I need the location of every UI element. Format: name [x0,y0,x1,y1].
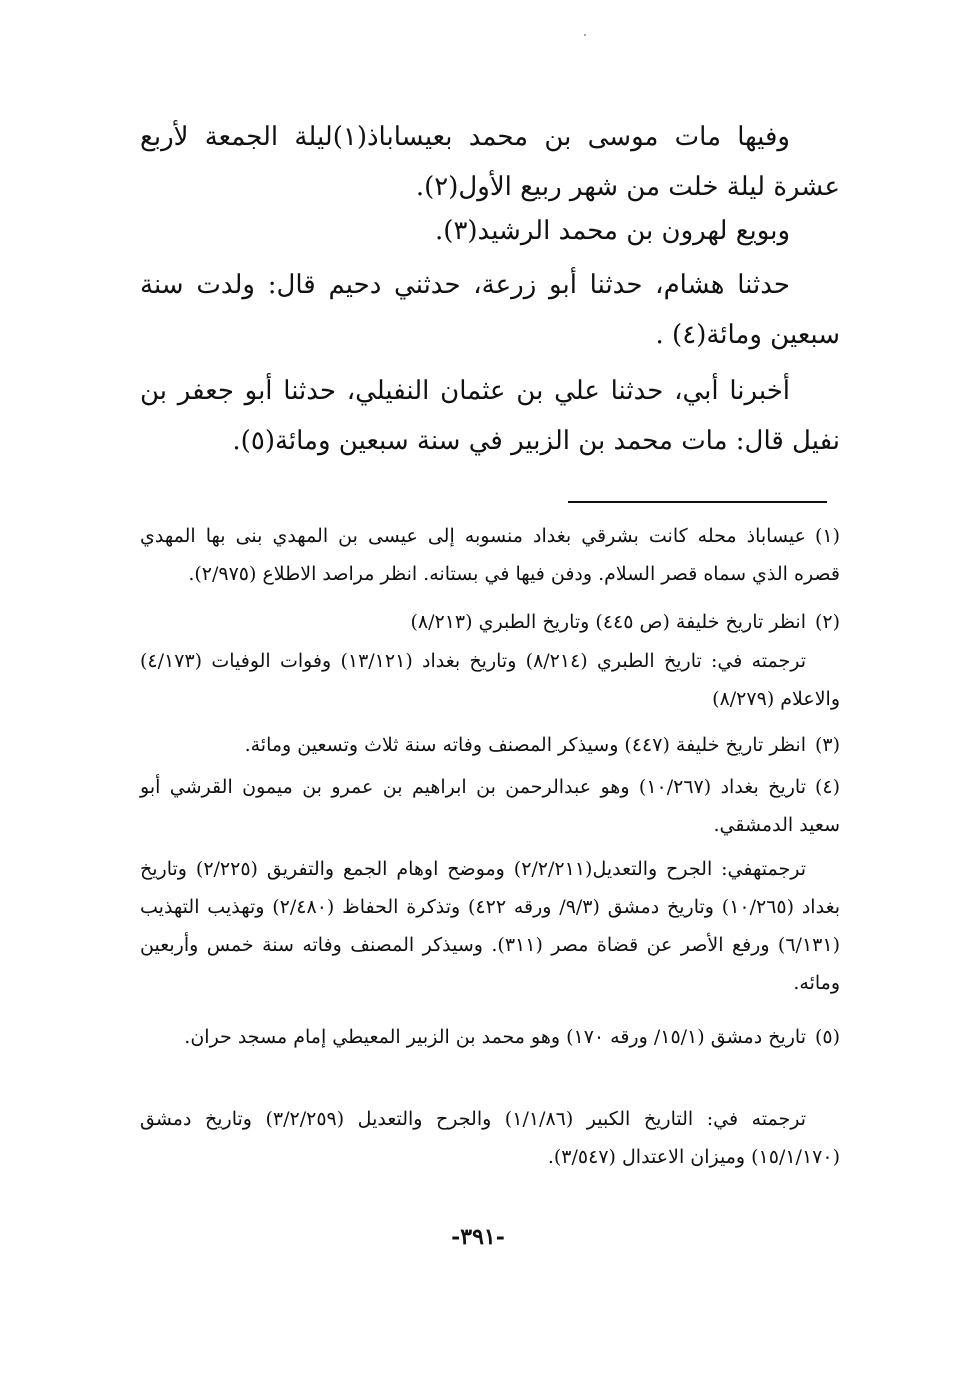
footnote-5-text: تاريخ دمشق (١٥/١/ ورقه ١٧٠) وهو محمد بن الزبير المعيطي إمام مسجد حران. [184,1026,806,1048]
footnote-1-number: (١) [814,525,840,547]
footnote-separator [568,501,827,503]
footnote-2-biography: ترجمته في: تاريخ الطبري (٨/٢١٤) وتاريخ بغداد (١٣/١٢١) وفوات الوفيات (٤/١٧٣) والاعلام (٨/٢٧٩) [140,650,840,710]
footnote-3-text: انظر تاريخ خليفة (٤٤٧) وسيذكر المصنف وفاته سنة ثلاث وتسعين ومائة. [244,734,806,756]
footnote-4-number: (٤) [814,776,840,798]
footnote-2-number: (٢) [814,611,840,633]
footnote-5-number: (٥) [814,1026,840,1048]
main-paragraph-3: حدثنا هشام، حدثنا أبو زرعة، حدثني دحيم قال: ولدت سنة سبعين ومائة(٤) . [140,270,840,350]
scan-speck [584,34,586,36]
footnote-3-number: (٣) [814,734,840,756]
footnote-4-text: تاريخ بغداد (١٠/٢٦٧) وهو عبدالرحمن بن ابراهيم بن عمرو بن ميمون القرشي أبو سعيد الدمشقي. [140,776,840,836]
footnote-4-biography: ترجمتهفي: الجرح والتعديل(٢/٢/٢١١) وموضح اوهام الجمع والتفريق (٢/٢٢٥) وتاريخ بغداد (١٠/٢٦٥) وتاريخ دمشق (٩/٣/ ورقه ٤٢٢) وتذكرة الحفاظ (٢/٤٨٠) وتهذيب التهذيب (٦/١٣١) ورفع الأصر عن قضاة مصر (٣١١). وسيذكر المصنف وفاته سنة خمس وأربعين ومائه. [140,858,841,994]
footnote-1-text: عيساباذ محله كانت بشرقي بغداد منسوبه إلى عيسى بن المهدي بنى بها المهدي قصره الذي سماه قصر السلام. ودفن فيها في بستانه. انظر مراصد الاطلاع (٢/٩٧٥). [140,525,840,585]
main-paragraph-4: أخبرنا أبي، حدثنا علي بن عثمان النفيلي، حدثنا أبو جعفر بن نفيل قال: مات محمد بن الزبير في سنة سبعين ومائة(٥). [140,376,840,456]
footnote-4 [140,768,840,844]
main-paragraph-1: وفيها مات موسى بن محمد بعيساباذ(١)ليلة الجمعة لأربع عشرة ليلة خلت من شهر ربيع الأول(٢). [140,122,840,202]
footnote-5-biography: ترجمته في: التاريخ الكبير (١/١/٨٦) والجرح والتعديل (٣/٢/٢٥٩) وتاريخ دمشق (١٥/١/١٧٠) وميزان الاعتدال (٣/٥٤٧). [140,1108,840,1168]
footnote-1 [140,517,840,593]
footnote-5 [140,1018,840,1056]
footnote-2 [140,603,840,641]
page-number: -٣٩١- [451,1224,505,1250]
footnote-3 [140,726,840,764]
main-paragraph-2: وبويع لهرون بن محمد الرشيد(٣). [435,216,790,246]
footnote-2-text: انظر تاريخ خليفة (ص ٤٤٥) وتاريخ الطبري (٨/٢١٣) [410,611,806,633]
